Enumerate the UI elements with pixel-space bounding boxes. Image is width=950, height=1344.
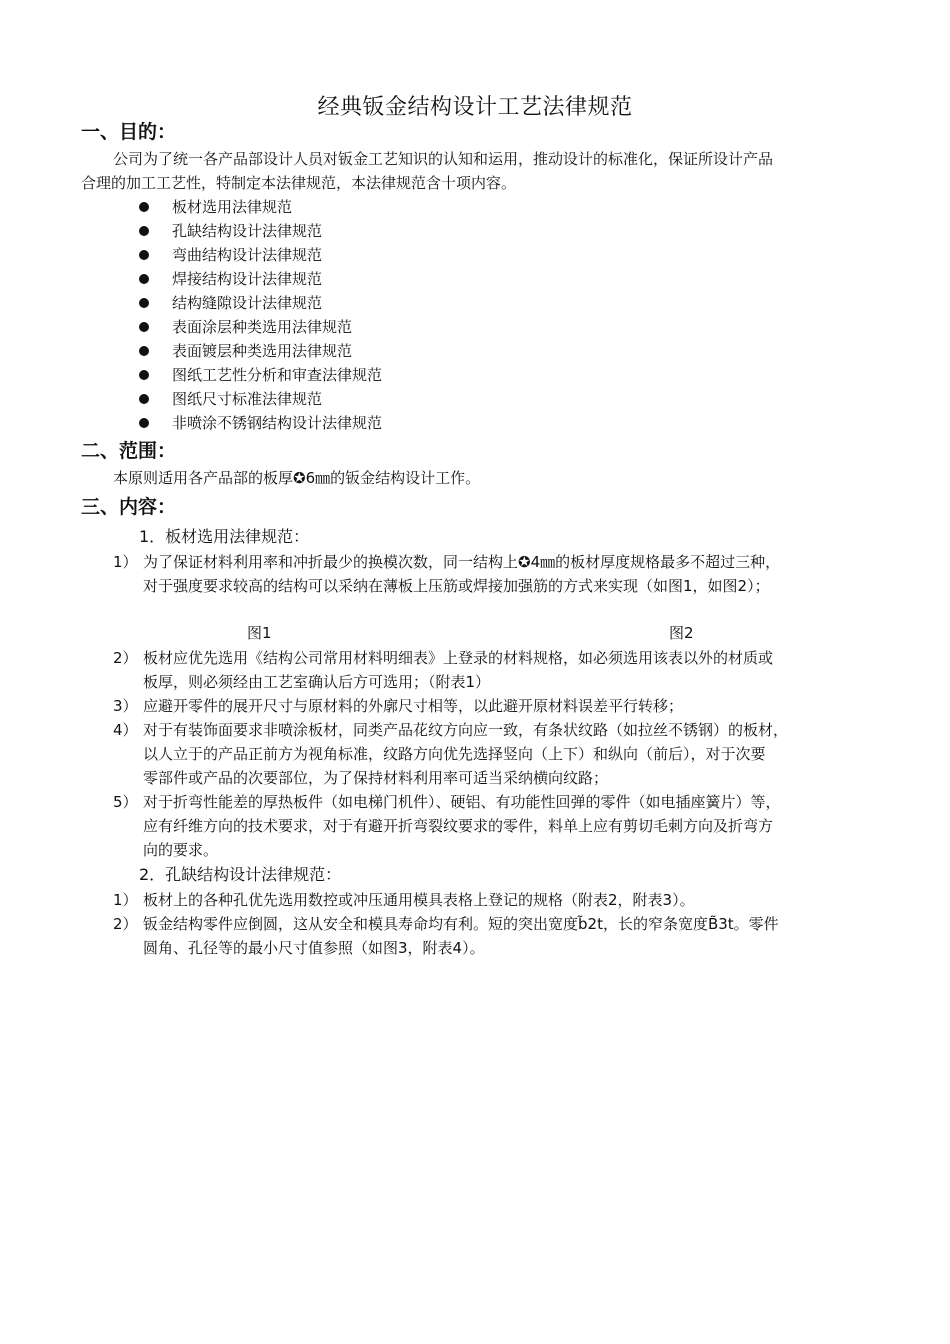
subsection-heading-plate-selection: 1．板材选用法律规范： [139,527,310,546]
bullet-icon [139,202,149,212]
bullet-icon [139,322,149,332]
document-title: 经典钣金结构设计工艺法律规范 [317,95,633,120]
subsection-heading-hole-design: 2．孔缺结构设计法律规范： [139,865,342,884]
scope-paragraph: 本原则适用各产品部的板厚✪6㎜的钣金结构设计工作。 [113,469,481,487]
section-heading-purpose: 一、目的： [81,121,177,143]
intro-paragraph-line: 合理的加工工艺性，特制定本法律规范，本法律规范含十项内容。 [81,174,517,192]
bullet-icon [139,298,149,308]
document-page: 经典钣金结构设计工艺法律规范 一、目的： 公司为了统一各产品部设计人员对钣金工艺知识的认知和运用，推动设计的标准化，保证所设计产品 合理的加工工艺性，特制定本法律规范，本法律规范含十项内容。 板材选用法律规范 孔缺结构设计法律规范 弯曲结构设计法律规范 焊接结构设计法律规范 结构缝隙设计法律规范 表面涂层种类选用法律规范 表面镀层种类选用法律规范 图纸工艺性分析和审查法律规范 图纸尺寸标准法律规范 非喷涂不锈钢结构设计法律规范 二、范围： 本原则适用各产品部的板厚✪6㎜的钣金结构设计工作。 三、内容： 1．板材选用法律规范： 1） 为了保证材料利用率和冲折最少的换模次数，同一结构上✪4㎜的板材厚度规格最多不超过三种， 对于强度要求较高的结构可以采纳在薄板上压筋或焊接加强筋的方式来实现（如图1，如图2）； 图1 图2 2） 板材应优先选用《结构公司常用材料明细表》上登录的材料规格，如必须选用该表以外的材质或 板厚，则必须经由工艺室确认后方可选用；（附表1） 3） 应避开零件的展开尺寸与原材料的外廓尺寸相等，以此避开原材料误差平行转移； 4） 对于有装饰面要求非喷涂板材，同类产品花纹方向应一致，有条状纹路（如拉丝不锈钢）的板材， 以人立于的产品正前方为视角标准，纹路方向优先选择竖向（上下）和纵向（前后），对于次要 零部件或产品的次要部位，为了保持材料利用率可适当采纳横向纹路； 5） 对于折弯性能差的厚热板件（如电梯门机件）、硬铝、有功能性回弹的零件（如电插座簧片）等， 应有纤维方向的技术要求，对于有避开折弯裂纹要求的零件，料单上应有剪切毛刺方向及折弯方 向的要求。 2．孔缺结构设计法律规范： 1） 板材上的各种孔优先选用数控或冲压通用模具表格上登记的规格（附表2，附表3）。 2） 钣金结构零件应倒圆，这从安全和模具寿命均有利。短的突出宽度b̃2t，长的窄条宽度B̃3t。零件 圆角、孔径等的最小尺寸值参照（如图3，附表4）。 [0,0,950,1344]
bullet-icon [139,346,149,356]
bullet-icon [139,250,149,260]
intro-paragraph-line: 公司为了统一各产品部设计人员对钣金工艺知识的认知和运用，推动设计的标准化，保证所设计产品 [113,150,774,168]
figure-caption: 图2 [669,624,694,642]
figure-caption: 图1 [247,624,272,642]
section-heading-content: 三、内容： [81,496,177,518]
bullet-icon [139,418,149,428]
bullet-icon [139,394,149,404]
bullet-icon [139,370,149,380]
bullet-icon [139,274,149,284]
bullet-icon [139,226,149,236]
section-heading-scope: 二、范围： [81,440,177,462]
